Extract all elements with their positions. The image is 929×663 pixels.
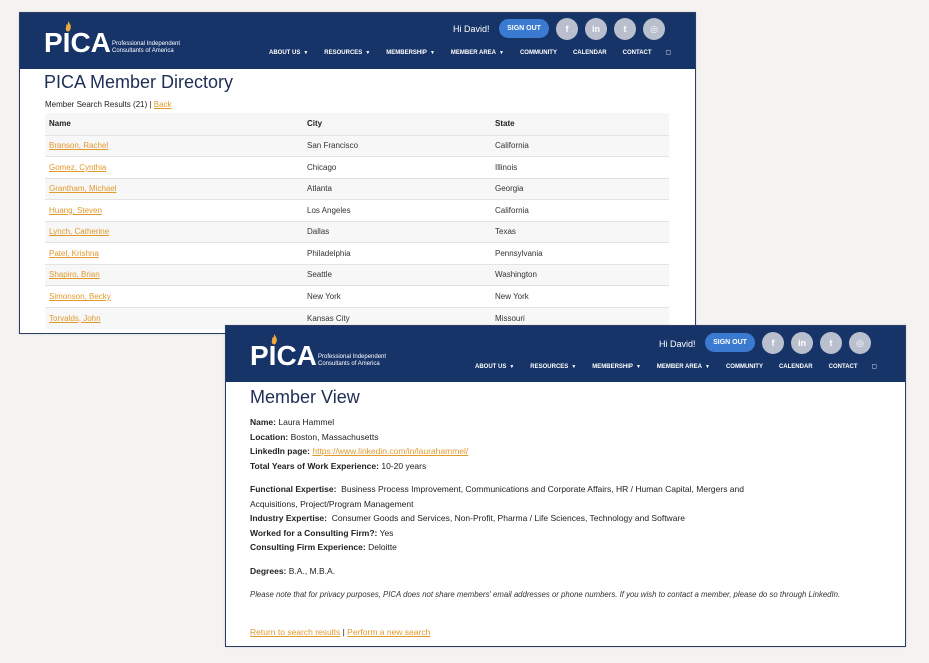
table-header-row bbox=[45, 113, 669, 135]
member-name-link[interactable]: Patel, Krishna bbox=[49, 248, 99, 258]
member-directory-window bbox=[19, 12, 696, 334]
privacy-note: Please note that for privacy purposes, PICA does not share members' email addresses or phone numbers. If you wish to contact a member, please do so through LinkedIn. bbox=[250, 590, 841, 599]
instagram-icon[interactable]: ◎ bbox=[643, 18, 665, 40]
member-name-link[interactable]: Lynch, Catherine bbox=[49, 227, 110, 237]
logo-wordmark: PICA bbox=[250, 340, 317, 371]
member-state: Illinois bbox=[491, 157, 669, 179]
field-label: Worked for a Consulting Firm?: bbox=[250, 527, 378, 538]
industry-expertise: Consumer Goods and Services, Non-Profit, Pharma / Life Sciences, Technology and Software bbox=[331, 513, 685, 524]
page-title: PICA Member Directory bbox=[44, 72, 234, 92]
site-header bbox=[226, 326, 905, 382]
caret-down-icon: ▼ bbox=[365, 49, 371, 56]
table-row bbox=[45, 243, 669, 265]
field-label: Consulting Firm Experience: bbox=[250, 542, 366, 553]
nav-contact[interactable]: CONTACT bbox=[622, 49, 652, 56]
field-label: Name: bbox=[250, 417, 276, 427]
member-city: New York bbox=[303, 286, 491, 308]
member-state: Georgia bbox=[491, 178, 669, 200]
member-name-row bbox=[250, 415, 885, 430]
nav-label: MEMBERSHIP bbox=[592, 363, 633, 370]
table-row bbox=[45, 157, 669, 179]
functional-expertise: Business Process Improvement, Communications and Corporate Affairs, HR / Human Capital, Mergers and Acquisitions, Project/Program Management bbox=[250, 484, 744, 509]
caret-down-icon: ▼ bbox=[499, 49, 504, 56]
back-link[interactable]: Back bbox=[153, 100, 172, 109]
consulting-firm: Yes bbox=[379, 527, 394, 538]
nav-community[interactable]: COMMUNITY bbox=[725, 363, 763, 370]
member-city: Atlanta bbox=[303, 178, 491, 200]
column-header-name[interactable]: Name bbox=[45, 113, 303, 135]
caret-down-icon: ▼ bbox=[509, 363, 515, 370]
nav-label: RESOURCES bbox=[530, 363, 569, 370]
member-years-row bbox=[250, 459, 885, 474]
member-details bbox=[250, 415, 885, 473]
nav-label: MEMBER AREA bbox=[450, 49, 497, 56]
nav-member-area[interactable] bbox=[451, 49, 504, 56]
field-label: Industry Expertise: bbox=[250, 513, 327, 524]
field-label: Location: bbox=[250, 431, 289, 442]
member-state: Washington bbox=[491, 264, 669, 286]
member-name-link[interactable]: Branson, Rachel bbox=[49, 141, 109, 151]
caret-down-icon: ▼ bbox=[705, 363, 710, 370]
member-state: Pennsylvania bbox=[491, 243, 669, 265]
member-city: Seattle bbox=[303, 264, 491, 286]
facebook-icon[interactable]: f bbox=[556, 18, 578, 40]
member-city: Philadelphia bbox=[303, 243, 491, 265]
greeting: Hi David! bbox=[659, 339, 696, 349]
nav-label: ABOUT US bbox=[269, 49, 301, 56]
nav-membership[interactable] bbox=[592, 363, 641, 370]
nav-label: MEMBERSHIP bbox=[386, 49, 427, 56]
member-city: Los Angeles bbox=[303, 200, 491, 222]
nav-label: MEMBER AREA bbox=[656, 363, 703, 370]
caret-down-icon: ▼ bbox=[303, 49, 309, 56]
column-header-state[interactable]: State bbox=[491, 113, 669, 135]
member-name-link[interactable]: Gomez, Cynthia bbox=[49, 162, 107, 172]
table-row bbox=[45, 200, 669, 222]
nav-membership[interactable] bbox=[386, 49, 435, 56]
nav-resources[interactable] bbox=[530, 363, 576, 370]
nav-about-us[interactable] bbox=[475, 363, 514, 370]
nav-label: RESOURCES bbox=[324, 49, 363, 56]
logo-tagline: Professional Independent Consultants of America bbox=[318, 354, 387, 367]
footer-links bbox=[250, 625, 885, 640]
member-expertise bbox=[250, 482, 790, 555]
caret-down-icon: ▼ bbox=[429, 49, 435, 56]
linkedin-link[interactable]: https://www.linkedin.com/in/laurahammel/ bbox=[312, 446, 469, 457]
member-linkedin-row bbox=[250, 444, 885, 459]
member-location-row bbox=[250, 430, 885, 445]
functional-expertise-row bbox=[250, 482, 790, 511]
new-search-link[interactable]: Perform a new search bbox=[347, 627, 431, 637]
sign-out-button[interactable]: SIGN OUT bbox=[705, 333, 755, 352]
nav-community[interactable]: COMMUNITY bbox=[519, 49, 557, 56]
table-row bbox=[45, 221, 669, 243]
table-row bbox=[45, 178, 669, 200]
member-state: California bbox=[491, 135, 669, 157]
search-icon[interactable]: ▢ bbox=[871, 364, 878, 370]
member-city: Chicago bbox=[303, 157, 491, 179]
page-title: Member View bbox=[250, 387, 360, 407]
member-city: Kansas City bbox=[303, 307, 491, 329]
member-name-link[interactable]: Huang, Steven bbox=[49, 205, 102, 215]
results-summary bbox=[45, 100, 172, 109]
results-count: Member Search Results (21) | bbox=[45, 100, 154, 109]
member-degrees-row bbox=[250, 564, 885, 579]
nav-resources[interactable] bbox=[324, 49, 370, 56]
nav-label: ABOUT US bbox=[475, 363, 507, 370]
link-separator: | bbox=[340, 627, 348, 637]
member-table bbox=[45, 113, 669, 329]
member-name-link[interactable]: Simonson, Becky bbox=[49, 291, 111, 301]
nav-contact[interactable]: CONTACT bbox=[828, 363, 858, 370]
nav-member-area[interactable] bbox=[657, 363, 710, 370]
member-location: Boston, Massachusetts bbox=[290, 431, 379, 442]
consulting-firm-experience-row bbox=[250, 540, 790, 555]
logo-tagline: Professional Independent Consultants of America bbox=[112, 41, 181, 54]
member-city: San Francisco bbox=[303, 135, 491, 157]
member-state: California bbox=[491, 200, 669, 222]
member-name-link[interactable]: Shapiro, Brian bbox=[49, 270, 100, 280]
twitter-icon[interactable]: t bbox=[614, 18, 636, 40]
facebook-icon[interactable]: f bbox=[762, 332, 784, 354]
member-view-window bbox=[225, 325, 906, 647]
logo-wordmark: PICA bbox=[44, 27, 111, 58]
field-label: Degrees: bbox=[250, 566, 287, 576]
member-years: 10-20 years bbox=[381, 460, 427, 471]
greeting: Hi David! bbox=[453, 24, 490, 34]
member-degrees: B.A., M.B.A. bbox=[288, 566, 336, 576]
member-state: New York bbox=[491, 286, 669, 308]
member-name-link[interactable]: Grantham, Michael bbox=[49, 184, 117, 194]
table-row bbox=[45, 286, 669, 308]
caret-down-icon: ▼ bbox=[571, 363, 577, 370]
field-label: Functional Expertise: bbox=[250, 484, 337, 494]
member-state: Missouri bbox=[491, 307, 669, 329]
nav-calendar[interactable]: CALENDAR bbox=[572, 49, 607, 56]
sign-out-button[interactable]: SIGN OUT bbox=[499, 19, 549, 38]
linkedin-icon[interactable]: in bbox=[791, 332, 813, 354]
site-header bbox=[20, 13, 695, 69]
nav-calendar[interactable]: CALENDAR bbox=[778, 363, 813, 370]
linkedin-icon[interactable]: in bbox=[585, 18, 607, 40]
member-name-link[interactable]: Torvalds, John bbox=[49, 313, 101, 323]
main-nav bbox=[475, 363, 877, 370]
consulting-firm-experience: Deloitte bbox=[368, 542, 397, 553]
twitter-icon[interactable]: t bbox=[820, 332, 842, 354]
consulting-firm-row bbox=[250, 526, 790, 541]
caret-down-icon: ▼ bbox=[635, 363, 641, 370]
field-label: Total Years of Work Experience: bbox=[250, 460, 379, 471]
instagram-icon[interactable]: ◎ bbox=[849, 332, 871, 354]
table-row bbox=[45, 135, 669, 157]
main-nav bbox=[269, 49, 671, 56]
column-header-city[interactable]: City bbox=[303, 113, 491, 135]
return-to-results-link[interactable]: Return to search results bbox=[250, 627, 341, 637]
table-row bbox=[45, 264, 669, 286]
member-state: Texas bbox=[491, 221, 669, 243]
field-label: LinkedIn page: bbox=[250, 446, 310, 457]
member-city: Dallas bbox=[303, 221, 491, 243]
nav-about-us[interactable] bbox=[269, 49, 308, 56]
member-name: Laura Hammel bbox=[278, 417, 335, 427]
search-icon[interactable]: ▢ bbox=[665, 50, 672, 56]
industry-expertise-row bbox=[250, 511, 790, 526]
